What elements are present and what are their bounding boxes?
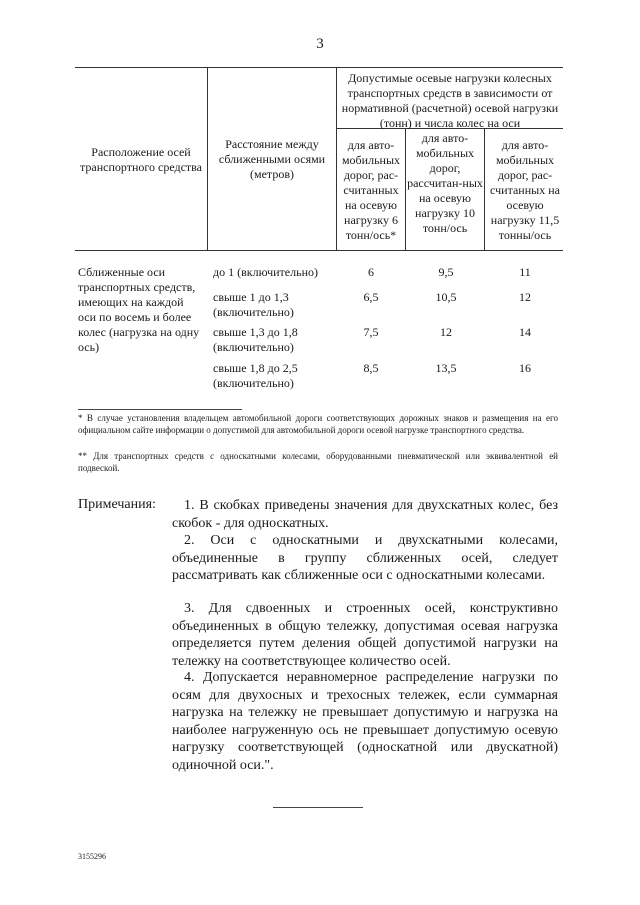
distance-cell: свыше 1,3 до 1,8 (включительно) [213, 325, 298, 354]
note-4: 4. Допускается неравномерное распределение нагрузки по осям для двухосных и трехосных тележек, если суммарная нагрузка на тележку не превышает допустимую и нагрузка на наиболее нагруженную ось не превышает допустимую осевую нагрузку соответствующей (односкатной или двускатной) одиночной оси.". [172, 670, 558, 773]
value-6t: 6 [368, 265, 374, 279]
value-11-5t: 12 [519, 290, 531, 304]
value-10t: 13,5 [435, 361, 457, 375]
header-load-group: Допустимые осевые нагрузки колесных транспортных средств в зависимости от нормативной (расчетной) осевой нагрузки (тонн) и числа колес на оси [341, 71, 559, 130]
header-bottom-rule [75, 250, 563, 251]
note-1: 1. В скобках приведены значения для двухскатных колес, без скобок - для односкатных. [172, 498, 558, 531]
footnote-separator [78, 409, 242, 410]
col-divider-1 [207, 67, 208, 250]
distance-cell: свыше 1 до 1,3 (включительно) [213, 290, 294, 319]
document-code: 3155296 [78, 852, 106, 861]
value-10t: 12 [440, 325, 452, 339]
header-10t: для авто-мобильных дорог, рассчитан-ных на осевую нагрузку 10 тонн/ось [407, 131, 483, 235]
footnote-1: * В случае установления владельцем автомобильной дороги соответствующих дорожных знаков и размещения на его официальном сайте информации о допустимой для автомобильной дороги осевой нагрузке транспортного средства. [78, 413, 558, 435]
header-11-5t: для авто-мобильных дорог, рас-считанных на осевую нагрузку 11,5 тонны/ось [490, 138, 560, 242]
value-6t: 6,5 [363, 290, 379, 304]
value-10t: 10,5 [435, 290, 457, 304]
value-11-5t: 11 [519, 265, 531, 279]
note-3: 3. Для сдвоенных и строенных осей, конструктивно объединенных в общую тележку, допустимая осевая нагрузка определяется путем деления общей допустимой нагрузки на тележку на соответствующее количество осей. [172, 601, 558, 669]
header-6t: для авто-мобильных дорог, рас-считанных на осевую нагрузку 6 тонн/ось* [341, 138, 401, 242]
value-6t: 7,5 [363, 325, 379, 339]
col-divider-3 [405, 128, 406, 250]
table-top-rule [75, 67, 563, 68]
col-divider-4 [484, 128, 485, 250]
value-6t: 8,5 [363, 361, 379, 375]
value-10t: 9,5 [438, 265, 454, 279]
note-2: 2. Оси с односкатными и двухскатными колесами, объединенные в группу сближенных осей, следует рассматривать как сближенные оси с односкатными колесами. [172, 533, 558, 583]
footnote-2: ** Для транспортных средств с односкатными колесами, оборудованными пневматической или эквивалентной ей подвеской. [78, 451, 558, 473]
end-separator [273, 807, 363, 808]
page-number: 3 [316, 36, 324, 52]
header-distance: Расстояние между сближенными осями (метров) [218, 137, 326, 181]
header-axle-arrangement: Расположение осей транспортного средства [79, 145, 203, 174]
distance-cell: свыше 1,8 до 2,5 (включительно) [213, 361, 298, 390]
row-label: Сближенные оси транспортных средств, имеющих на каждой оси по восемь и более колес (нагрузка на одну ось) [78, 265, 200, 354]
value-11-5t: 14 [519, 325, 531, 339]
notes-label: Примечания: [78, 497, 156, 512]
value-11-5t: 16 [519, 361, 531, 375]
col-divider-2 [336, 67, 337, 250]
distance-cell: до 1 (включительно) [213, 265, 318, 279]
